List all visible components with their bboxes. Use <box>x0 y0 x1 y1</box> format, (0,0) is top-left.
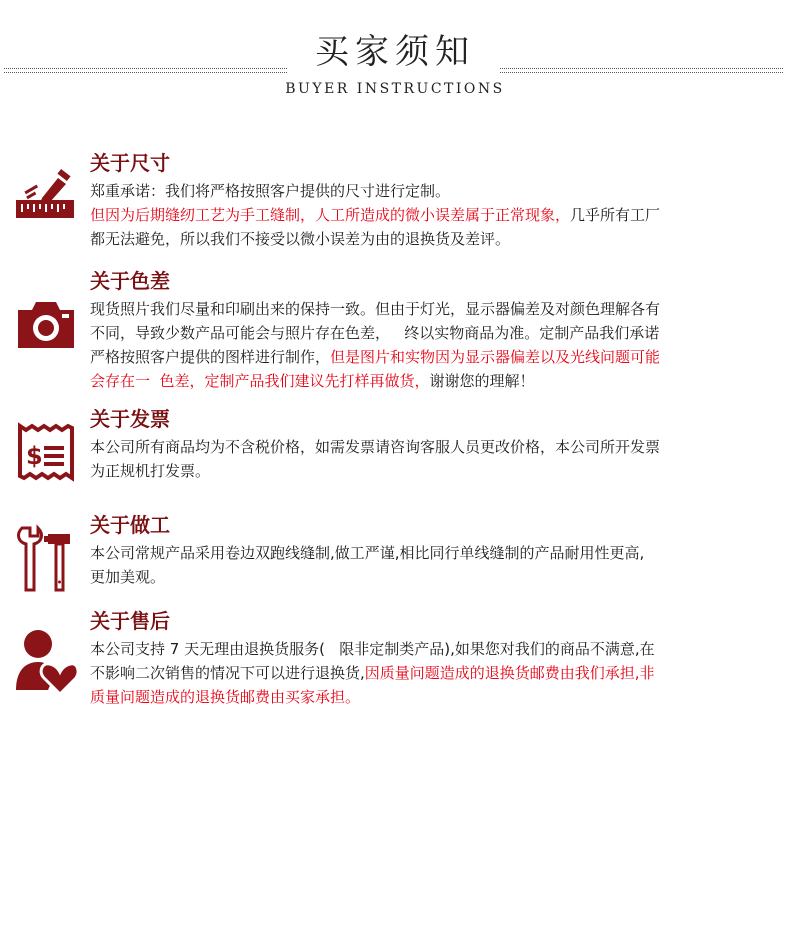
divider-right <box>500 68 783 73</box>
text-line <box>90 203 778 227</box>
ruler-pencil-icon <box>14 164 78 228</box>
section-size <box>0 150 790 260</box>
section-body <box>90 541 778 589</box>
text-line <box>90 637 778 661</box>
section-heading: 关于发票 <box>90 407 170 431</box>
highlighted-text: 因质量问题造成的退换货邮费由我们承担,非 <box>364 664 655 682</box>
text-line <box>90 179 778 203</box>
section-heading: 关于色差 <box>90 269 170 293</box>
text-line <box>90 541 778 565</box>
text-run: 不同，导致少数产品可能会与照片存在色差， 终以实物商品为准。定制产品我们承诺 <box>90 324 660 342</box>
text-line <box>90 685 778 709</box>
highlighted-text: 会存在一 色差，定制产品我们建议先打样再做货， <box>90 372 430 390</box>
section-body <box>90 179 778 251</box>
tools-icon <box>14 524 78 596</box>
section-workmanship <box>0 512 790 602</box>
section-body <box>90 435 778 483</box>
text-line <box>90 345 778 369</box>
text-run: 郑重承诺：我们将严格按照客户提供的尺寸进行定制。 <box>90 182 451 200</box>
text-run: 谢谢您的理解！ <box>429 372 535 390</box>
text-line <box>90 565 778 589</box>
text-line <box>90 435 778 459</box>
camera-icon <box>14 294 78 354</box>
text-line <box>90 369 778 393</box>
text-run: 为正规机打发票。 <box>90 462 211 480</box>
text-run: 现货照片我们尽量和印刷出来的保持一致。但由于灯光，显示器偏差及对颜色理解各有 <box>90 300 661 318</box>
text-line <box>90 297 778 321</box>
text-line <box>90 661 778 685</box>
section-after-sales <box>0 608 790 718</box>
text-run: 都无法避免，所以我们不接受以微小误差为由的退换货及差评。 <box>90 230 511 248</box>
section-color <box>0 268 790 398</box>
section-body <box>90 637 778 709</box>
section-invoice <box>0 406 790 496</box>
page-title: 买家须知 <box>315 32 475 72</box>
highlighted-text: 质量问题造成的退换货邮费由买家承担。 <box>90 688 361 706</box>
text-line <box>90 321 778 345</box>
text-line <box>90 459 778 483</box>
text-run: 不影响二次销售的情况下可以进行退换货, <box>90 664 365 682</box>
section-heading: 关于尺寸 <box>90 151 170 175</box>
header <box>0 0 790 110</box>
svg-text:$: $ <box>26 442 43 470</box>
page-subtitle: BUYER INSTRUCTIONS <box>285 81 505 97</box>
text-run: 严格按照客户提供的图样进行制作， <box>90 348 331 366</box>
text-run: 几乎所有工厂 <box>570 206 661 224</box>
invoice-icon <box>14 420 78 484</box>
text-line <box>90 227 778 251</box>
highlighted-text: 但是图片和实物因为显示器偏差以及光线问题可能 <box>330 348 661 366</box>
text-run: 更加美观。 <box>90 568 166 586</box>
text-run: 本公司所有商品均为不含税价格，如需发票请咨询客服人员更改价格，本公司所开发票 <box>90 438 661 456</box>
section-heading: 关于做工 <box>90 513 170 537</box>
text-run: 本公司支持 7 天无理由退换货服务( 限非定制类产品),如果您对我们的商品不满意,在 <box>90 640 655 658</box>
section-body <box>90 297 778 393</box>
text-run: 本公司常规产品采用卷边双跑线缝制,做工严谨,相比同行单线缝制的产品耐用性更高, <box>90 544 645 562</box>
user-heart-icon <box>14 628 78 698</box>
highlighted-text: 但因为后期缝纫工艺为手工缝制，人工所造成的微小误差属于正常现象， <box>90 206 571 224</box>
section-heading: 关于售后 <box>90 609 170 633</box>
